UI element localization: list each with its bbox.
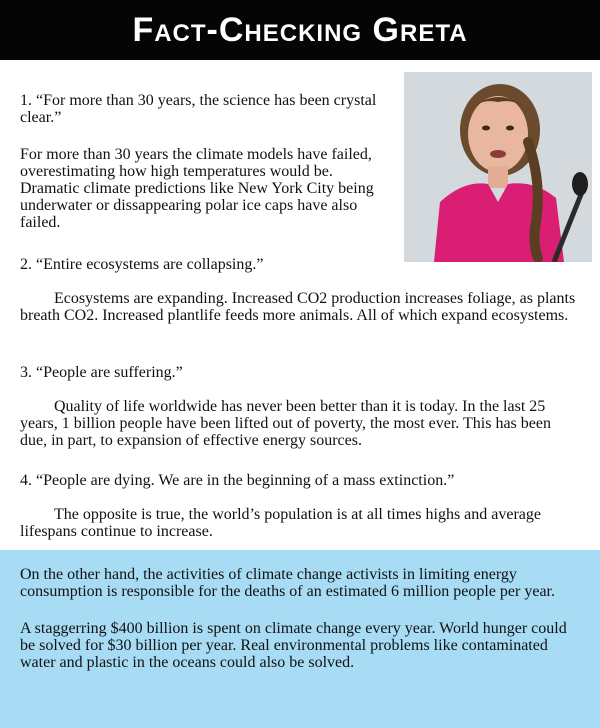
main-content (0, 60, 600, 550)
conclusion-paragraph-2: A staggerring $400 billion is spent on climate change every year. World hunger could be solved for $30 billion per year. Real environmental problems like contaminated water and plastic in the oceans could also be solved. (20, 620, 567, 671)
item-3-response: Quality of life worldwide has never been better than it is today. In the last 25 years, 1 billion people have been lifted out of poverty, the most ever. This has been due, in part, to expansion of effective energy sources. (20, 398, 551, 449)
header-banner (0, 0, 600, 60)
item-3-quote: 3. “People are suffering.” (20, 364, 183, 381)
item-2-response: Ecosystems are expanding. Increased CO2 production increases foliage, as plants breath CO2. Increased plantlife feeds more animals. All of which expand ecosystems. (20, 290, 576, 324)
conclusion-panel (0, 550, 600, 728)
item-1-response: For more than 30 years the climate models have failed, overestimating how high temperatures would be. Dramatic climate predictions like New York City being underwater or dissappearing polar ice caps have also failed. (20, 146, 374, 231)
item-1-quote: 1. “For more than 30 years, the science has been crystal clear.” (20, 92, 377, 126)
portrait-illustration (404, 72, 592, 262)
item-4-response: The opposite is true, the world’s population is at all times highs and average lifespans continue to increase. (20, 506, 542, 540)
item-2-quote: 2. “Entire ecosystems are collapsing.” (20, 256, 264, 273)
portrait-photo (404, 72, 592, 262)
conclusion-paragraph-1: On the other hand, the activities of climate change activists in limiting energy consumption is responsible for the deaths of an estimated 6 million people per year. (20, 566, 555, 600)
page-title: Fact-Checking Greta (132, 10, 468, 49)
item-4-quote: 4. “People are dying. We are in the beginning of a mass extinction.” (20, 472, 455, 489)
